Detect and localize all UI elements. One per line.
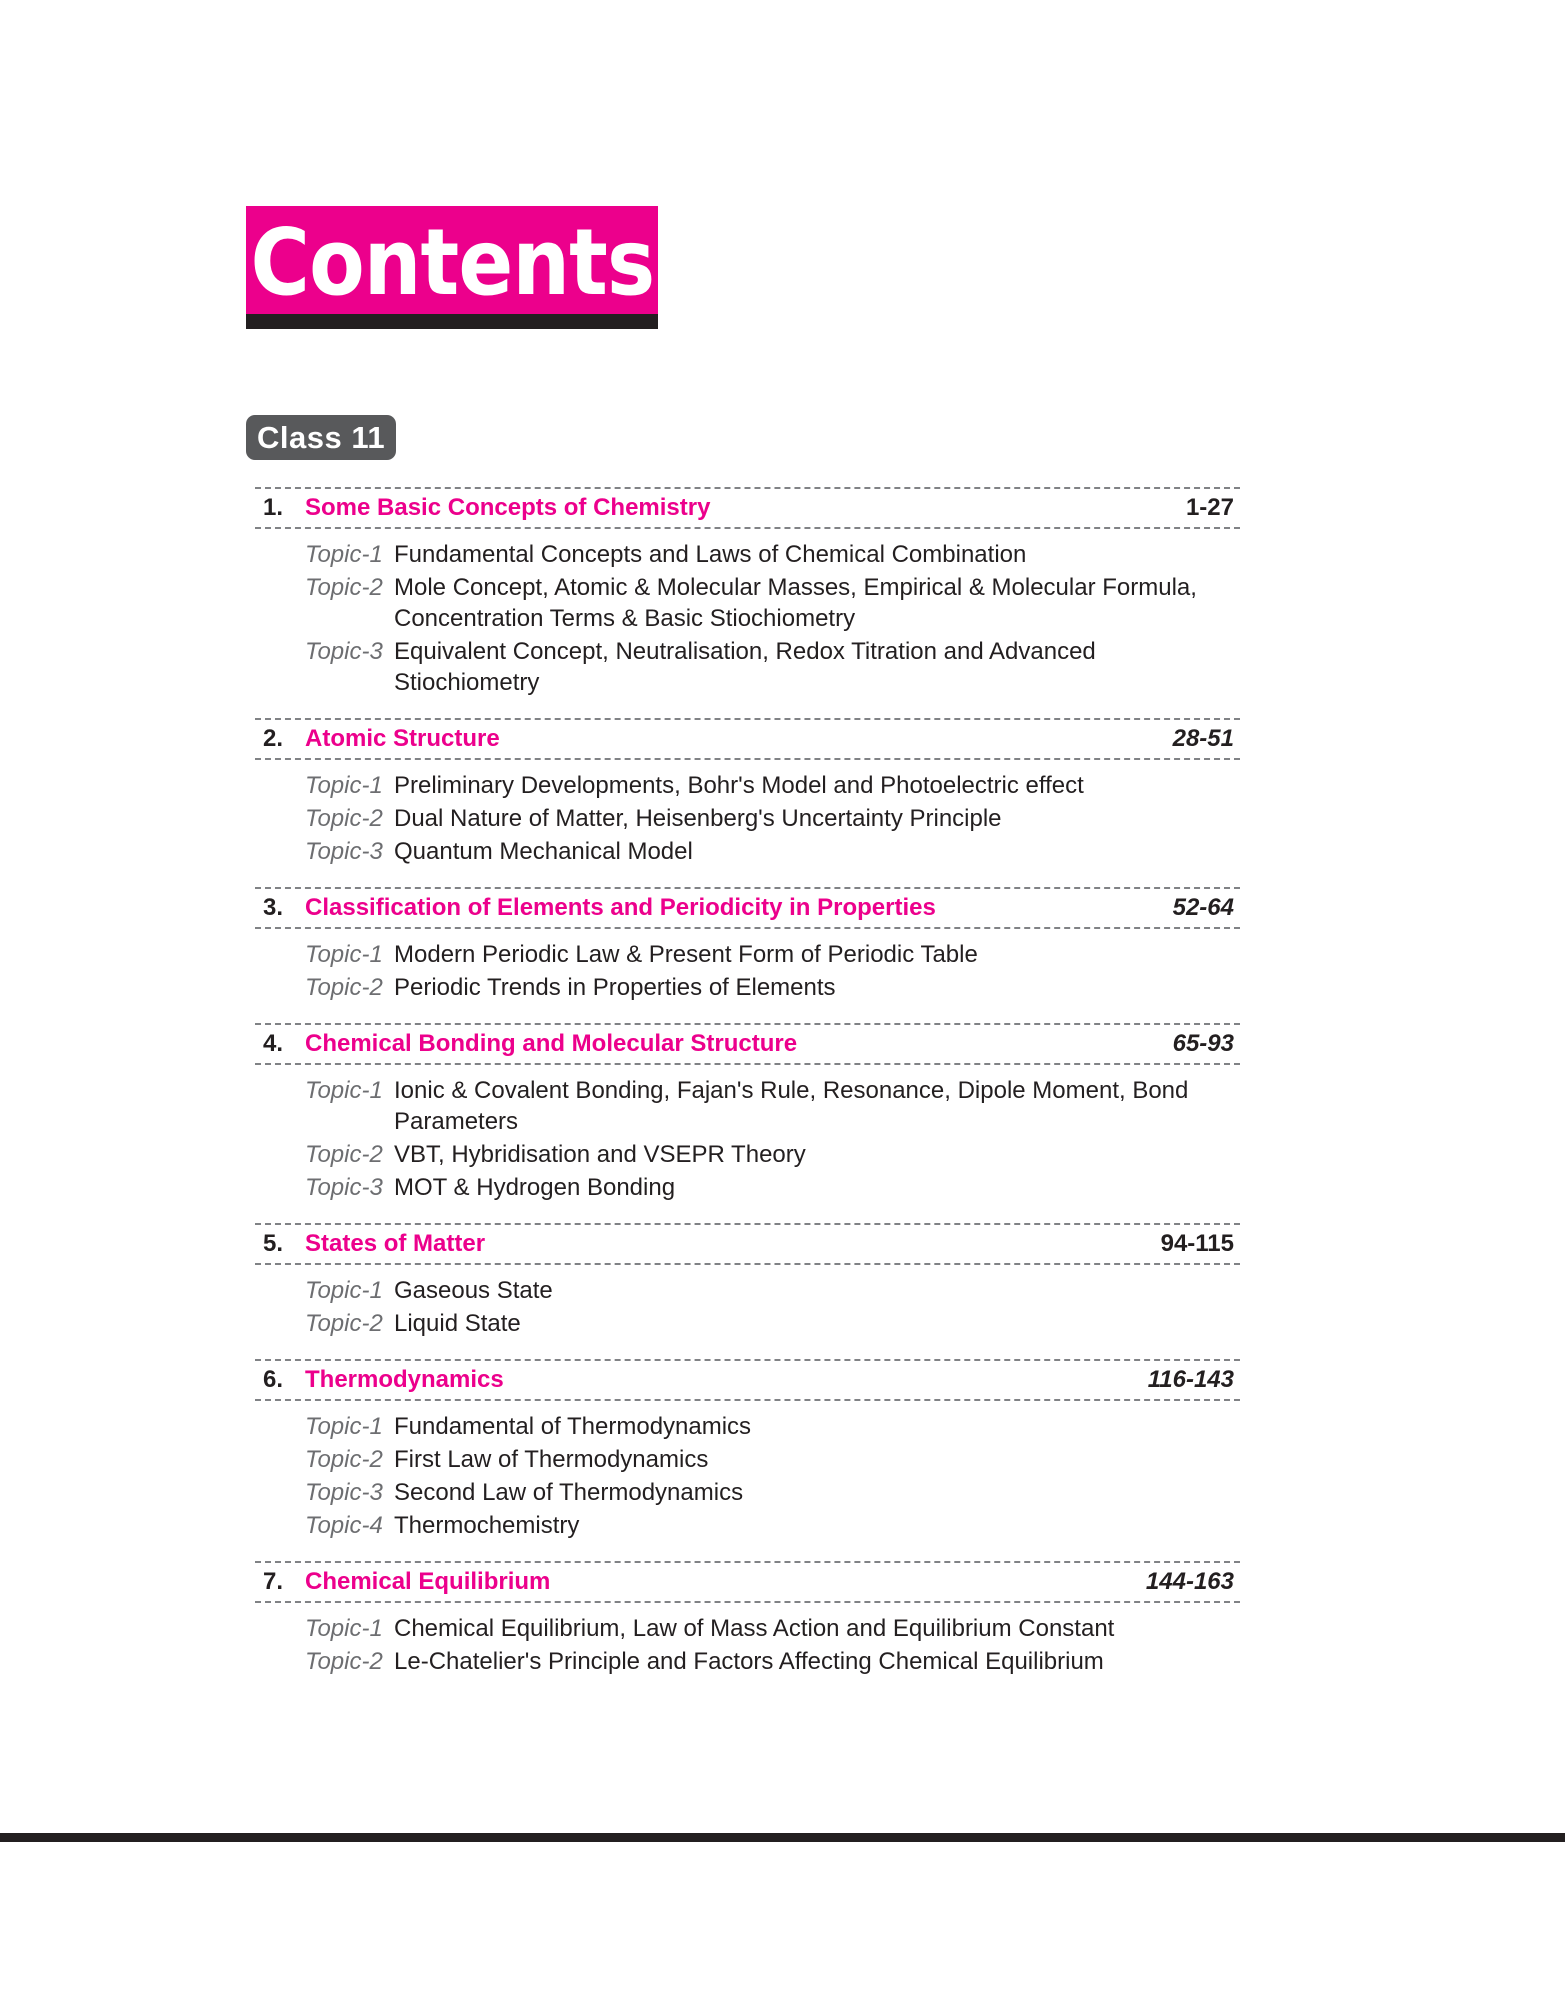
topic-item: [255, 1139, 1240, 1170]
chapter-entry: [255, 1023, 1240, 1203]
chapter-heading-row: [255, 887, 1240, 929]
topic-title[interactable]: Second Law of Thermodynamics: [394, 1479, 744, 1506]
topic-label: Topic-2: [305, 1310, 383, 1337]
topic-label: Topic-2: [305, 1141, 383, 1168]
topic-item: [255, 770, 1240, 801]
topic-item: [255, 1477, 1240, 1508]
topic-title[interactable]: Fundamental Concepts and Laws of Chemical Combination: [394, 541, 1027, 568]
topic-item: [255, 939, 1240, 970]
chapter-heading-row: [255, 1023, 1240, 1065]
chapter-heading-row: [255, 1561, 1240, 1603]
contents-heading-text: Contents: [250, 209, 654, 316]
table-of-contents: [255, 487, 1240, 1697]
topic-list: [255, 1401, 1240, 1541]
chapter-title[interactable]: States of Matter: [305, 1230, 486, 1257]
topic-list: [255, 1065, 1240, 1203]
chapter-page-range: 28-51: [1172, 725, 1234, 752]
topic-item: [255, 539, 1240, 570]
chapter-page-range: 94-115: [1160, 1230, 1234, 1257]
topic-label: Topic-1: [305, 1277, 383, 1304]
chapter-number: 4.: [263, 1030, 284, 1057]
topic-title[interactable]: Chemical Equilibrium, Law of Mass Action and Equilibrium Constant: [394, 1615, 1115, 1642]
topic-title[interactable]: Fundamental of Thermodynamics: [394, 1413, 752, 1440]
chapter-title[interactable]: Atomic Structure: [305, 725, 500, 752]
topic-label: Topic-2: [305, 1648, 383, 1675]
topic-item: [255, 1613, 1240, 1644]
topic-title[interactable]: Dual Nature of Matter, Heisenberg's Uncertainty Principle: [394, 805, 1002, 832]
topic-label: Topic-3: [305, 1174, 383, 1201]
chapter-title[interactable]: Classification of Elements and Periodicity in Properties: [305, 894, 936, 921]
chapter-page-range: 144-163: [1145, 1568, 1234, 1595]
topic-list: [255, 1265, 1240, 1339]
topic-label: Topic-2: [305, 974, 383, 1001]
topic-title[interactable]: Equivalent Concept, Neutralisation, Redox Titration and Advanced Stiochiometry: [394, 638, 1096, 696]
topic-item: [255, 1075, 1240, 1137]
chapter-entry: [255, 1223, 1240, 1339]
topic-item: [255, 1510, 1240, 1541]
chapter-entry: [255, 1359, 1240, 1541]
chapter-title[interactable]: Some Basic Concepts of Chemistry: [305, 494, 711, 521]
chapter-number: 7.: [263, 1568, 284, 1595]
chapter-number: 5.: [263, 1230, 284, 1257]
topic-title[interactable]: Periodic Trends in Properties of Elements: [394, 974, 836, 1001]
topic-title[interactable]: VBT, Hybridisation and VSEPR Theory: [394, 1141, 806, 1168]
class-badge: Class 11: [246, 415, 396, 460]
chapter-title[interactable]: Chemical Equilibrium: [305, 1568, 551, 1595]
contents-heading: [246, 206, 658, 329]
chapter-title[interactable]: Thermodynamics: [305, 1366, 504, 1393]
topic-item: [255, 1172, 1240, 1203]
topic-title[interactable]: Le-Chatelier's Principle and Factors Affecting Chemical Equilibrium: [394, 1648, 1104, 1675]
topic-label: Topic-1: [305, 1615, 383, 1642]
chapter-number: 1.: [263, 494, 284, 521]
topic-label: Topic-1: [305, 1413, 383, 1440]
chapter-page-range: 1-27: [1185, 494, 1234, 521]
topic-item: [255, 972, 1240, 1003]
chapter-page-range: 52-64: [1172, 894, 1234, 921]
chapter-page-range: 65-93: [1172, 1030, 1234, 1057]
topic-item: [255, 1411, 1240, 1442]
topic-list: [255, 929, 1240, 1003]
topic-title[interactable]: Modern Periodic Law & Present Form of Periodic Table: [394, 941, 978, 968]
topic-item: [255, 803, 1240, 834]
topic-label: Topic-3: [305, 838, 383, 865]
topic-title[interactable]: Thermochemistry: [394, 1512, 580, 1539]
topic-item: [255, 572, 1240, 634]
topic-label: Topic-2: [305, 574, 383, 601]
chapter-heading-row: [255, 1359, 1240, 1401]
topic-title[interactable]: MOT & Hydrogen Bonding: [394, 1174, 676, 1201]
chapter-number: 6.: [263, 1366, 284, 1393]
topic-title[interactable]: Quantum Mechanical Model: [394, 838, 693, 865]
chapter-entry: [255, 1561, 1240, 1677]
chapter-heading-row: [255, 718, 1240, 760]
topic-item: [255, 1308, 1240, 1339]
topic-title[interactable]: Preliminary Developments, Bohr's Model and Photoelectric effect: [394, 772, 1084, 799]
topic-item: [255, 836, 1240, 867]
topic-label: Topic-2: [305, 1446, 383, 1473]
topic-title[interactable]: Liquid State: [394, 1310, 521, 1337]
topic-title[interactable]: Gaseous State: [394, 1277, 553, 1304]
topic-list: [255, 1603, 1240, 1677]
chapter-number: 3.: [263, 894, 284, 921]
topic-item: [255, 1444, 1240, 1475]
topic-label: Topic-1: [305, 772, 383, 799]
chapter-title[interactable]: Chemical Bonding and Molecular Structure: [305, 1030, 798, 1057]
topic-label: Topic-1: [305, 941, 383, 968]
topic-item: [255, 636, 1240, 698]
topic-item: [255, 1275, 1240, 1306]
topic-label: Topic-2: [305, 805, 383, 832]
topic-label: Topic-3: [305, 1479, 383, 1506]
topic-label: Topic-3: [305, 638, 383, 665]
topic-label: Topic-4: [305, 1512, 383, 1539]
topic-list: [255, 529, 1240, 698]
chapter-heading-row: [255, 487, 1240, 529]
chapter-entry: [255, 487, 1240, 698]
chapter-entry: [255, 887, 1240, 1003]
chapter-number: 2.: [263, 725, 284, 752]
chapter-entry: [255, 718, 1240, 867]
topic-item: [255, 1646, 1240, 1677]
topic-label: Topic-1: [305, 541, 383, 568]
bottom-rule: [0, 1833, 1565, 1842]
topic-title[interactable]: Ionic & Covalent Bonding, Fajan's Rule, Resonance, Dipole Moment, Bond Parameters: [394, 1077, 1189, 1135]
chapter-heading-row: [255, 1223, 1240, 1265]
topic-label: Topic-1: [305, 1077, 383, 1104]
chapter-page-range: 116-143: [1147, 1366, 1234, 1393]
topic-title[interactable]: First Law of Thermodynamics: [394, 1446, 709, 1473]
topic-title[interactable]: Mole Concept, Atomic & Molecular Masses, Empirical & Molecular Formula, Concentration Terms & Basic Stiochiometry: [394, 574, 1197, 632]
topic-list: [255, 760, 1240, 867]
